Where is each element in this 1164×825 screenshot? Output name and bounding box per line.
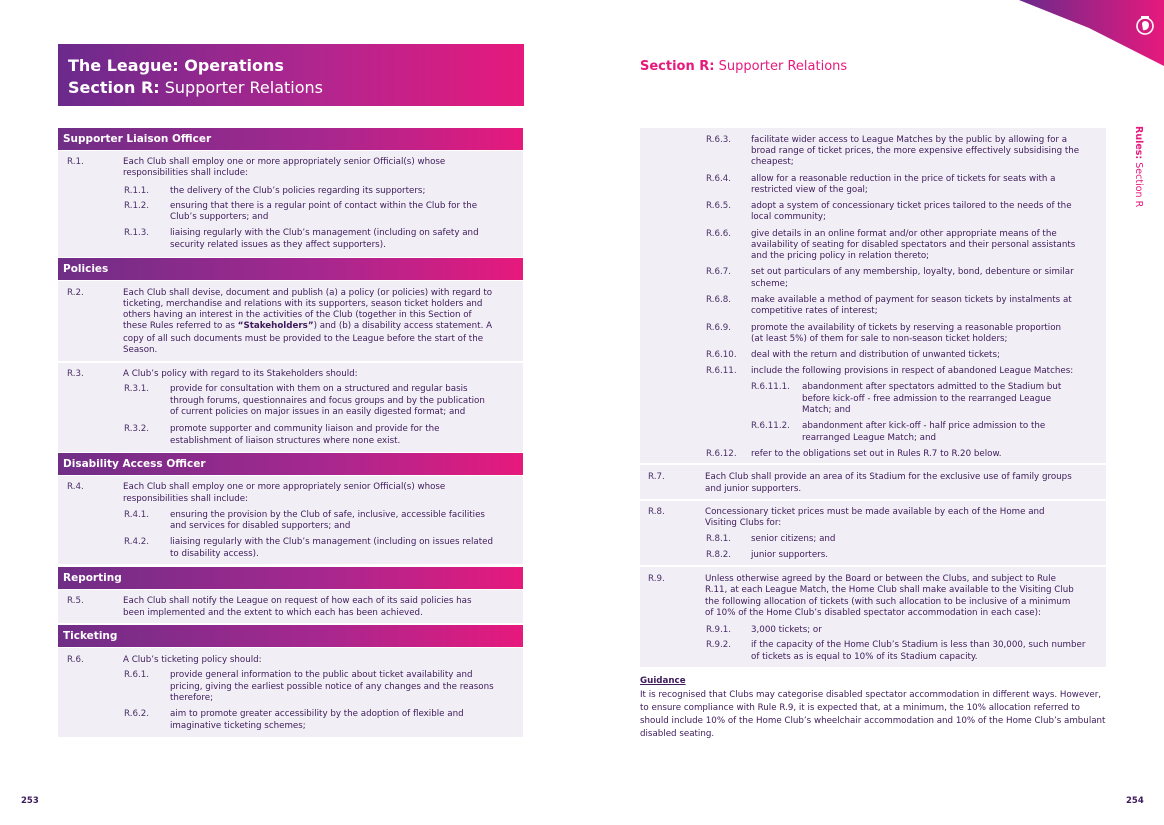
lion-crest-icon [1019,0,1164,66]
rule-text: provide for consultation with them on a structured and regular basis [170,384,468,394]
rule-text: Each Club shall employ one or more appropriately senior Official(s) whose [123,157,446,167]
rule-text: (at least 5%) of them for sale to non-season ticket holders; [751,334,1008,344]
rule-text: Match; and [802,405,851,415]
page-number-right: 254 [1126,796,1144,806]
rule-text: of 10% of the Home Club’s disabled spectator accommodation in each case): [705,608,1041,618]
rule-number: R.6.5. [706,201,732,211]
rule-text: junior supporters. [751,550,829,560]
rule-number: R.6.4. [706,174,732,184]
page-subtitle: Section R: Supporter Relations [68,78,323,97]
section-header-reporting: Reporting [58,567,523,589]
rule-text: and services for disabled supporters; and [170,521,351,531]
rule-text: competitive rates of interest; [751,306,878,316]
rule-text: security related issues as they affect supporters). [170,240,386,250]
rule-text: allow for a reasonable reduction in the price of tickets for seats with a [751,174,1056,184]
rule-text: rearranged League Match; and [802,433,937,443]
rule-number: R.1.1. [124,186,150,196]
rule-number: R.6.11. [706,366,737,376]
rule-text: abandonment after spectators admitted to the Stadium but [802,382,1062,392]
rule-text: been implemented and the extent to which each has been achieved. [123,608,423,618]
rule-text: senior citizens; and [751,534,836,544]
rule-text: of current policies on major issues in an easily digested format; and [170,407,466,417]
rule-text: and the pricing policy in relation thereto; [751,251,930,261]
section-header-ticketing: Ticketing [58,625,523,647]
rule-text: these Rules referred to as “Stakeholders”) and (b) a disability access statement. A [123,321,493,331]
rule-text: broad range of ticket prices, the more expensive effectively subsidising the [751,146,1080,156]
rule-number: R.6.9. [706,323,732,333]
rule-number: R.3. [67,369,84,379]
rule-text: deal with the return and distribution of unwanted tickets; [751,350,1000,360]
rule-number: R.5. [67,596,84,606]
rule-text: to disability access). [170,549,259,559]
rule-text: if the capacity of the Home Club’s Stadium is less than 30,000, such number [751,640,1086,650]
rule-text: responsibilities shall include: [123,494,249,504]
page-title-banner [58,44,524,106]
section-header-liaison: Supporter Liaison Officer [58,128,523,150]
rule-text: Visiting Clubs for: [705,518,782,528]
rule-number: R.6.1. [124,670,150,680]
rule-number: R.3.2. [124,424,150,434]
rule-number: R.6.7. [706,267,732,277]
rule-text: cheapest; [751,157,794,167]
rule-text: Season. [123,345,158,355]
guidance-text: should include 10% of the Home Club’s wheelchair accommodation and 10% of the Home Club’s ambulant [640,716,1106,726]
rule-text: facilitate wider access to League Matches by the public by allowing for a [751,135,1068,145]
rule-text: refer to the obligations set out in Rules R.7 to R.20 below. [751,449,1002,459]
rule-text: include the following provisions in respect of abandoned League Matches: [751,366,1074,376]
rule-number: R.1.2. [124,201,150,211]
section-header-disability: Disability Access Officer [58,453,523,475]
rule-text: of tickets as is equal to 10% of its Stadium capacity. [751,652,978,662]
rule-text: ticketing, merchandise and relations with its supporters, season ticket holders and [123,299,483,309]
rule-text: A Club’s ticketing policy should: [123,655,262,665]
rule-text: the following allocation of tickets (with such allocation to be inclusive of a minimum [705,597,1071,607]
rule-text: through forums, questionnaires and focus groups and by the publication [170,396,485,406]
guidance-text: disabled seating. [640,729,715,739]
rule-text: promote the availability of tickets by reserving a reasonable proportion [751,323,1062,333]
rule-text: availability of seating for disabled spectators and their personal assistants [751,240,1076,250]
rule-text: make available a method of payment for season tickets by instalments at [751,295,1072,305]
rule-text: 3,000 tickets; or [751,625,822,635]
rule-text: ensuring that there is a regular point of contact within the Club for the [170,201,478,211]
rule-text: and junior supporters. [705,484,802,494]
rule-text: local community; [751,212,826,222]
rule-number: R.6.11.1. [751,382,790,392]
rule-number: R.6.11.2. [751,421,790,431]
rule-number: R.6.3. [706,135,732,145]
side-section-tab: Rules: Section R [1133,126,1144,208]
rule-number: R.1.3. [124,228,150,238]
right-page-title: Section R: Supporter Relations [640,59,848,74]
rule-text: Club’s supporters; and [170,212,269,222]
rule-number: R.8.1. [706,534,732,544]
rule-text: scheme; [751,279,788,289]
rule-number: R.2. [67,288,84,298]
rule-text: establishment of liaison structures where none exist. [170,436,401,446]
rule-text: the delivery of the Club’s policies regarding its supporters; [170,186,426,196]
rule-text: set out particulars of any membership, loyalty, bond, debenture or similar [751,267,1074,277]
rule-number: R.6.8. [706,295,732,305]
rule-text: therefore; [170,693,214,703]
rule-text: Unless otherwise agreed by the Board or between the Clubs, and subject to Rule [705,574,1056,584]
rule-number: R.4.2. [124,537,150,547]
rule-number: R.3.1. [124,384,150,394]
page-number-left: 253 [21,796,39,806]
rule-text: Each Club shall provide an area of its Stadium for the exclusive use of family groups [705,472,1072,482]
rule-number: R.6.12. [706,449,737,459]
rule-number: R.9.2. [706,640,732,650]
rule-number: R.9. [648,574,665,584]
rule-text: responsibilities shall include: [123,168,249,178]
rule-text: liaising regularly with the Club’s management (including on safety and [170,228,479,238]
rule-text: pricing, giving the earliest possible notice of any changes and the reasons [170,682,494,692]
rule-text: Each Club shall devise, document and publish (a) a policy (or policies) with regard to [123,288,493,298]
rule-number: R.1. [67,157,84,167]
rule-text: Each Club shall employ one or more appropriately senior Official(s) whose [123,482,446,492]
rule-text: imaginative ticketing schemes; [170,721,306,731]
rule-text: restricted view of the goal; [751,185,868,195]
page-title: The League: Operations [68,56,284,75]
rule-text: Each Club shall notify the League on request of how each of its said policies has [123,596,472,606]
guidance-text: to ensure compliance with Rule R.9, it is expected that, at a minimum, the 10% allocation referred to [640,703,1080,713]
guidance-heading: Guidance [640,676,686,686]
guidance-text: It is recognised that Clubs may categorise disabled spectator accommodation in different ways. However, [640,690,1102,700]
rule-number: R.9.1. [706,625,732,635]
rule-text: ensuring the provision by the Club of safe, inclusive, accessible facilities [170,510,485,520]
rule-number: R.4. [67,482,84,492]
rule-number: R.8.2. [706,550,732,560]
rule-text: others having an interest in the activities of the Club (together in this Section of [123,310,472,320]
rule-text: before kick-off - free admission to the rearranged League [802,394,1052,404]
section-header-policies: Policies [58,258,523,280]
rule-text: liaising regularly with the Club’s management (including on issues related [170,537,494,547]
rule-text: A Club’s policy with regard to its Stakeholders should: [123,369,358,379]
rule-text: abandonment after kick-off - half price admission to the [802,421,1046,431]
rule-text: copy of all such documents must be provided to the League before the start of the [123,334,484,344]
rule-number: R.6.2. [124,709,150,719]
rule-text: provide general information to the public about ticket availability and [170,670,473,680]
rule-number: R.6. [67,655,84,665]
rule-text: aim to promote greater accessibility by the adoption of flexible and [170,709,464,719]
rule-number: R.8. [648,507,665,517]
rule-number: R.6.10. [706,350,737,360]
rule-text: Concessionary ticket prices must be made available by each of the Home and [705,507,1045,517]
rule-number: R.7. [648,472,665,482]
rule-text: R.11, at each League Match, the Home Club shall make available to the Visiting Club [705,585,1074,595]
rule-text: adopt a system of concessionary ticket prices tailored to the needs of the [751,201,1072,211]
rule-number: R.4.1. [124,510,150,520]
rule-text: give details in an online format and/or other appropriate means of the [751,229,1057,239]
rule-text: promote supporter and community liaison and provide for the [170,424,440,434]
rule-number: R.6.6. [706,229,732,239]
